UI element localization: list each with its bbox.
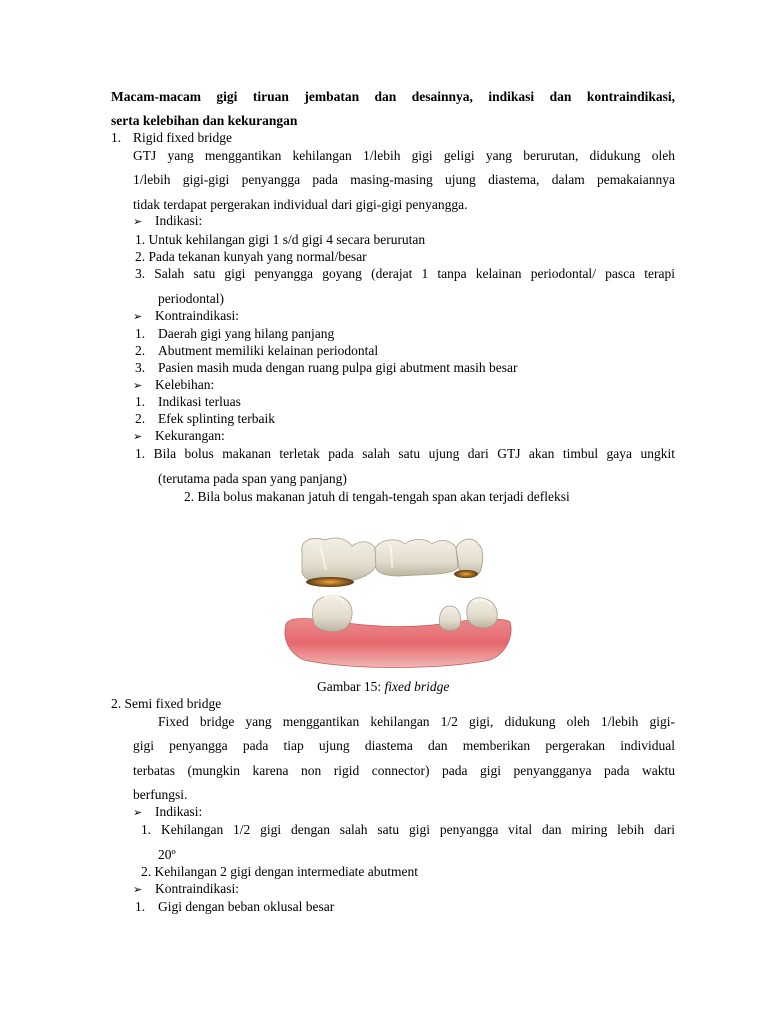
section-1-heading: Rigid fixed bridge [133, 130, 232, 145]
section-1-number: 1. [111, 130, 122, 145]
kelebihan-heading [133, 377, 214, 394]
list-text: Daerah gigi yang hilang panjang [158, 326, 335, 341]
indikasi-item-1: 1. Untuk kehilangan gigi 1 s/d gigi 4 secara berurutan [135, 232, 426, 247]
list-number: 1. [135, 326, 146, 341]
list-number: 1. [135, 394, 146, 409]
section-2-heading: 2. Semi fixed bridge [111, 696, 222, 711]
kekurangan-label: Kekurangan: [155, 428, 225, 443]
section-2-paragraph-line-2: gigi penyangga pada tiap ujung diastema dan memberikan pergerakan individual [133, 738, 675, 753]
list-text: Abutment memiliki kelainan periodontal [158, 343, 379, 358]
section-1-paragraph-line-3: tidak terdapat pergerakan individual dari gigi-gigi penyangga. [133, 197, 468, 212]
kekurangan-item-2: 2. Bila bolus makanan jatuh di tengah-tengah span akan terjadi defleksi [184, 489, 570, 504]
indikasi-item-3: 3. Salah satu gigi penyangga goyang (derajat 1 tanpa kelainan periodontal/ pasca terapi [135, 266, 675, 281]
kekurangan-item-1: 1. Bila bolus makanan terletak pada salah satu ujung dari GTJ akan timbul gaya ungkit [135, 446, 675, 461]
list-number: 2. [135, 411, 146, 426]
section-2-paragraph-line-3: terbatas (mungkin karena non rigid connector) pada gigi penyangganya pada waktu [133, 763, 675, 778]
list-text: Gigi dengan beban oklusal besar [158, 899, 335, 914]
section-1-paragraph-line-1: GTJ yang menggantikan kehilangan 1/lebih gigi geligi yang berurutan, didukung oleh [133, 148, 675, 163]
arrow-bullet-icon: ➢ [133, 310, 143, 323]
list-number: 2. [135, 343, 146, 358]
kontraindikasi-item-1 [135, 326, 334, 342]
caption-prefix: Gambar 15: [317, 679, 385, 694]
arrow-bullet-icon: ➢ [133, 215, 143, 228]
indikasi-label: Indikasi: [155, 804, 203, 819]
s2-kontraindikasi-item-1 [135, 899, 334, 915]
gum-and-abutments [285, 595, 511, 667]
s2-kontraindikasi-heading [133, 881, 239, 898]
kelebihan-item-1 [135, 394, 241, 410]
s2-indikasi-item-2: 2. Kehilangan 2 gigi dengan intermediate abutment [141, 864, 419, 879]
fixed-bridge-illustration [280, 532, 515, 672]
kontraindikasi-item-3 [135, 360, 518, 376]
kontraindikasi-label: Kontraindikasi: [155, 881, 239, 896]
kekurangan-item-1-continued: (terutama pada span yang panjang) [158, 471, 347, 486]
list-text: Pasien masih muda dengan ruang pulpa gigi abutment masih besar [158, 360, 518, 375]
indikasi-item-2: 2. Pada tekanan kunyah yang normal/besar [135, 249, 367, 264]
list-text: Indikasi terluas [158, 394, 241, 409]
kontraindikasi-heading [133, 308, 239, 325]
s2-indikasi-item-1: 1. Kehilangan 1/2 gigi dengan salah satu gigi penyangga vital dan miring lebih dari [141, 822, 675, 837]
list-number: 3. [135, 360, 146, 375]
kelebihan-item-2 [135, 411, 275, 427]
kontraindikasi-label: Kontraindikasi: [155, 308, 239, 323]
s2-indikasi-item-1-continued: 20º [158, 847, 176, 862]
list-number: 1. [135, 899, 146, 914]
section-2-paragraph-line-4: berfungsi. [133, 787, 188, 802]
bridge-prosthesis [302, 538, 483, 587]
document-title-line-2: serta kelebihan dan kekurangan [111, 113, 298, 128]
kontraindikasi-item-2 [135, 343, 378, 359]
caption-italic: fixed bridge [384, 679, 450, 694]
section-1-paragraph-line-2: 1/lebih gigi-gigi penyangga pada masing-masing ujung diastema, dalam pemakaiannya [133, 172, 675, 187]
indikasi-heading [133, 213, 202, 230]
indikasi-label: Indikasi: [155, 213, 203, 228]
s2-indikasi-heading [133, 804, 202, 821]
arrow-bullet-icon: ➢ [133, 430, 143, 443]
arrow-bullet-icon: ➢ [133, 806, 143, 819]
kekurangan-heading [133, 428, 225, 445]
arrow-bullet-icon: ➢ [133, 379, 143, 392]
figure-caption [317, 679, 449, 695]
list-text: Efek splinting terbaik [158, 411, 275, 426]
arrow-bullet-icon: ➢ [133, 883, 143, 896]
kelebihan-label: Kelebihan: [155, 377, 215, 392]
section-2-paragraph-line-1: Fixed bridge yang menggantikan kehilangan 1/2 gigi, didukung oleh 1/lebih gigi- [158, 714, 675, 729]
indikasi-item-3-continued: periodontal) [158, 291, 224, 306]
document-title-line-1: Macam-macam gigi tiruan jembatan dan desainnya, indikasi dan kontraindikasi, [111, 89, 675, 104]
